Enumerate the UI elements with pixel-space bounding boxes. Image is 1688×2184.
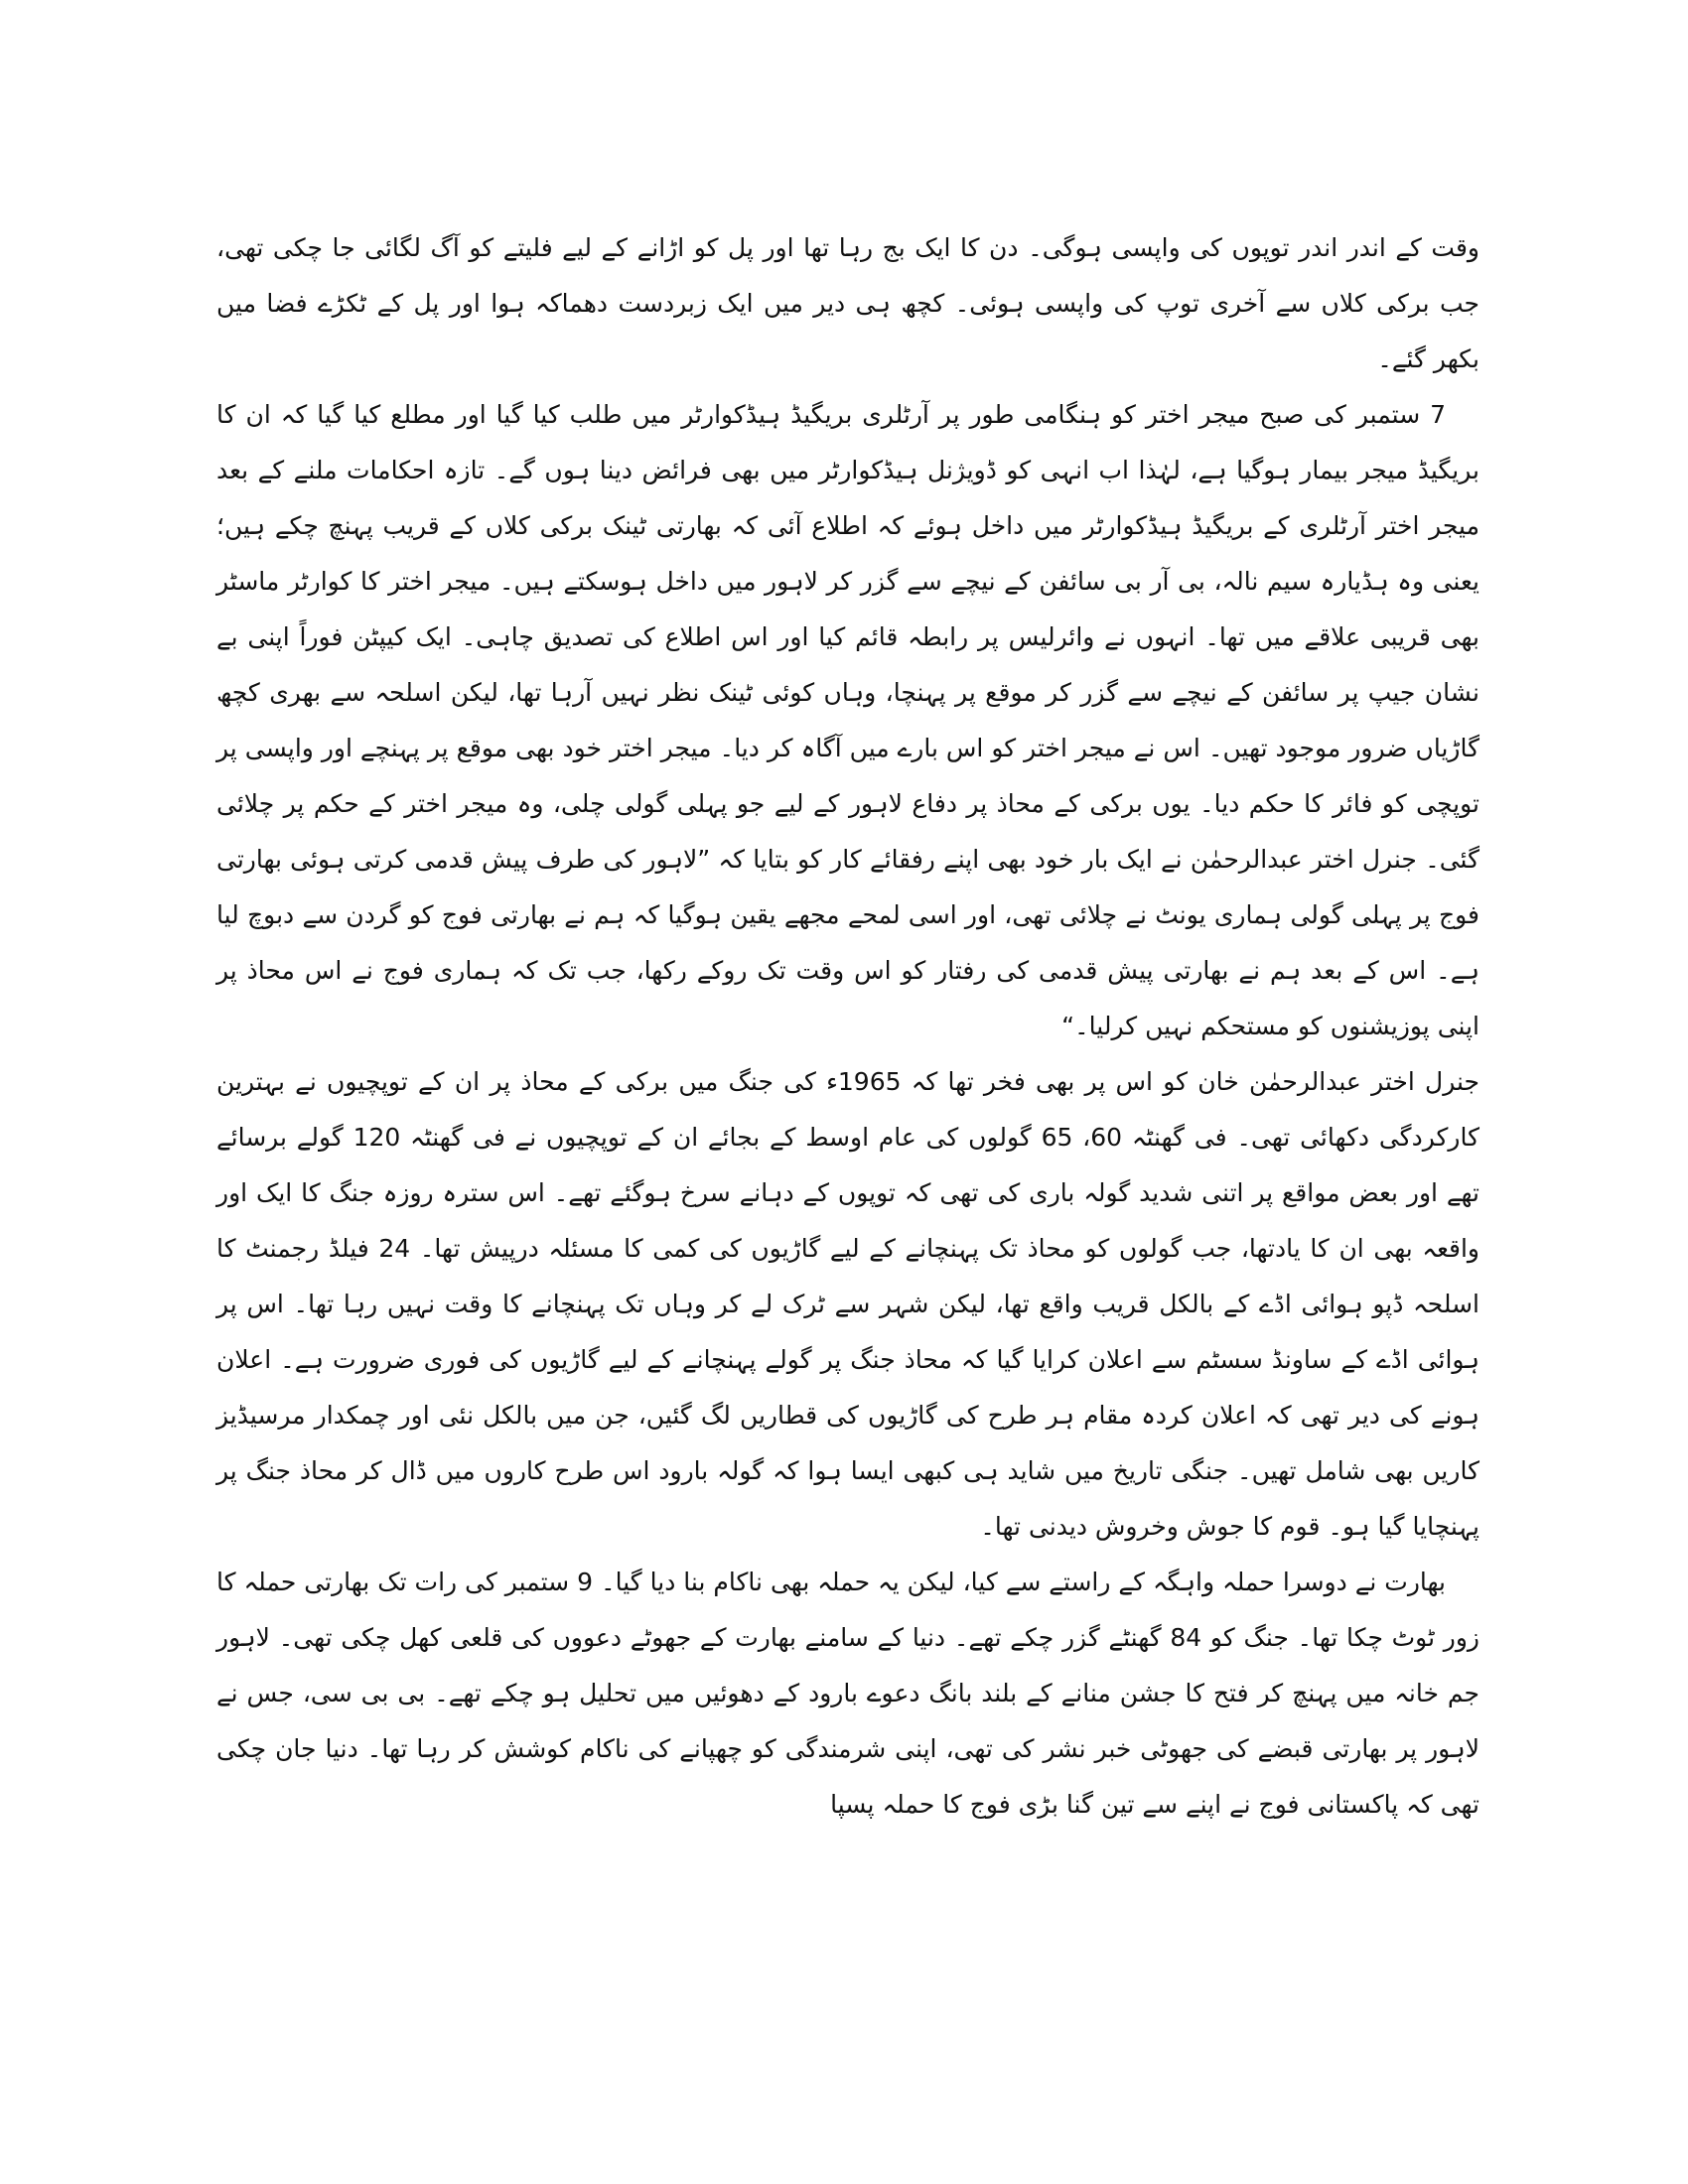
- paragraph-3: جنرل اختر عبدالرحمٰن خان کو اس پر بھی فخر تھا کہ 1965ء کی جنگ میں برکی کے محاذ پر ان کے توپچیوں نے بہترین کارکردگی دکھائی تھی۔ فی گھنٹہ 60، 65 گولوں کی عام اوسط کے بجائے ان کے توپچیوں نے فی گھنٹہ 120 گولے برسائے تھے اور بعض مواقع پر اتنی شدید گولہ باری کی تھی کہ توپوں کے دہانے سرخ ہوگئے تھے۔ اس سترہ روزہ جنگ کا ایک اور واقعہ بھی ان کا یادتھا، جب گولوں کو محاذ تک پہنچانے کے لیے گاڑیوں کی کمی کا مسئلہ درپیش تھا۔ 24 فیلڈ رجمنٹ کا اسلحہ ڈپو ہوائی اڈے کے بالکل قریب واقع تھا، لیکن شہر سے ٹرک لے کر وہاں تک پہنچانے کا وقت نہیں رہا تھا۔ اس پر ہوائی اڈے کے ساونڈ سسٹم سے اعلان کرایا گیا کہ محاذ جنگ پر گولے پہنچانے کے لیے گاڑیوں کی فوری ضرورت ہے۔ اعلان ہونے کی دیر تھی کہ اعلان کردہ مقام ہر طرح کی گاڑیوں کی قطاریں لگ گئیں، جن میں بالکل نئی اور چمکدار مرسیڈیز کاریں بھی شامل تھیں۔ جنگی تاریخ میں شاید ہی کبھی ایسا ہوا کہ گولہ بارود اس طرح کاروں میں ڈال کر محاذ جنگ پر پہنچایا گیا ہو۔ قوم کا جوش وخروش دیدنی تھا۔: [216, 1067, 1480, 1541]
- paragraph-4: بھارت نے دوسرا حملہ واہگہ کے راستے سے کیا، لیکن یہ حملہ بھی ناکام بنا دیا گیا۔ 9 ستمبر کی رات تک بھارتی حملہ کا زور ٹوٹ چکا تھا۔ جنگ کو 84 گھنٹے گزر چکے تھے۔ دنیا کے سامنے بھارت کے جھوٹے دعووں کی قلعی کھل چکی تھی۔ لاہور جم خانہ میں پہنچ کر فتح کا جشن منانے کے بلند بانگ دعوے بارود کے دھوئیں میں تحلیل ہو چکے تھے۔ بی بی سی، جس نے لاہور پر بھارتی قبضے کی جھوٹی خبر نشر کی تھی، اپنی شرمندگی کو چھپانے کی ناکام کوشش کر رہا تھا۔ دنیا جان چکی تھی کہ پاکستانی فوج نے اپنے سے تین گنا بڑی فوج کا حملہ پسپا: [216, 1568, 1480, 1819]
- paragraph-1: وقت کے اندر اندر توپوں کی واپسی ہوگی۔ دن کا ایک بج رہا تھا اور پل کو اڑانے کے لیے فلیتے کو آگ لگائی جا چکی تھی، جب برکی کلاں سے آخری توپ کی واپسی ہوئی۔ کچھ ہی دیر میں ایک زبردست دھماکہ ہوا اور پل کے ٹکڑے فضا میں بکھر گئے۔: [216, 233, 1479, 373]
- body-text: [216, 220, 1479, 1833]
- paragraph-2: 7 ستمبر کی صبح میجر اختر کو ہنگامی طور پر آرٹلری بریگیڈ ہیڈکوارٹر میں طلب کیا گیا اور مطلع کیا گیا کہ ان کا بریگیڈ میجر بیمار ہوگیا ہے، لہٰذا اب انہی کو ڈویژنل ہیڈکوارٹر میں بھی فرائض دینا ہوں گے۔ تازہ احکامات ملنے کے بعد میجر اختر آرٹلری کے بریگیڈ ہیڈکوارٹر میں داخل ہوئے کہ اطلاع آئی کہ بھارتی ٹینک برکی کلاں کے قریب پہنچ چکے ہیں؛ یعنی وہ ہڈیارہ سیم نالہ، بی آر بی سائفن کے نیچے سے گزر کر لاہور میں داخل ہوسکتے ہیں۔ میجر اختر کا کوارٹر ماسٹر بھی قریبی علاقے میں تھا۔ انہوں نے وائرلیس پر رابطہ قائم کیا اور اس اطلاع کی تصدیق چاہی۔ ایک کیپٹن فوراً اپنی بے نشان جیپ پر سائفن کے نیچے سے گزر کر موقع پر پہنچا، وہاں کوئی ٹینک نظر نہیں آرہا تھا، لیکن اسلحہ سے بھری کچھ گاڑیاں ضرور موجود تھیں۔ اس نے میجر اختر کو اس بارے میں آگاہ کر دیا۔ میجر اختر خود بھی موقع پر پہنچے اور واپسی پر توپچی کو فائر کا حکم دیا۔ یوں برکی کے محاذ پر دفاع لاہور کے لیے جو پہلی گولی چلی، وہ میجر اختر کے حکم پر چلائی گئی۔ جنرل اختر عبدالرحمٰن نے ایک بار خود بھی اپنے رفقائے کار کو بتایا کہ ”لاہور کی طرف پیش قدمی کرتی ہوئی بھارتی فوج پر پہلی گولی ہماری یونٹ نے چلائی تھی، اور اسی لمحے مجھے یقین ہوگیا کہ ہم نے بھارتی فوج کو گردن سے دبوچ لیا ہے۔ اس کے بعد ہم نے بھارتی پیش قدمی کی رفتار کو اس وقت تک روکے رکھا، جب تک کہ ہماری فوج نے اس محاذ پر اپنی پوزیشنوں کو مستحکم نہیں کرلیا۔“: [216, 400, 1479, 1040]
